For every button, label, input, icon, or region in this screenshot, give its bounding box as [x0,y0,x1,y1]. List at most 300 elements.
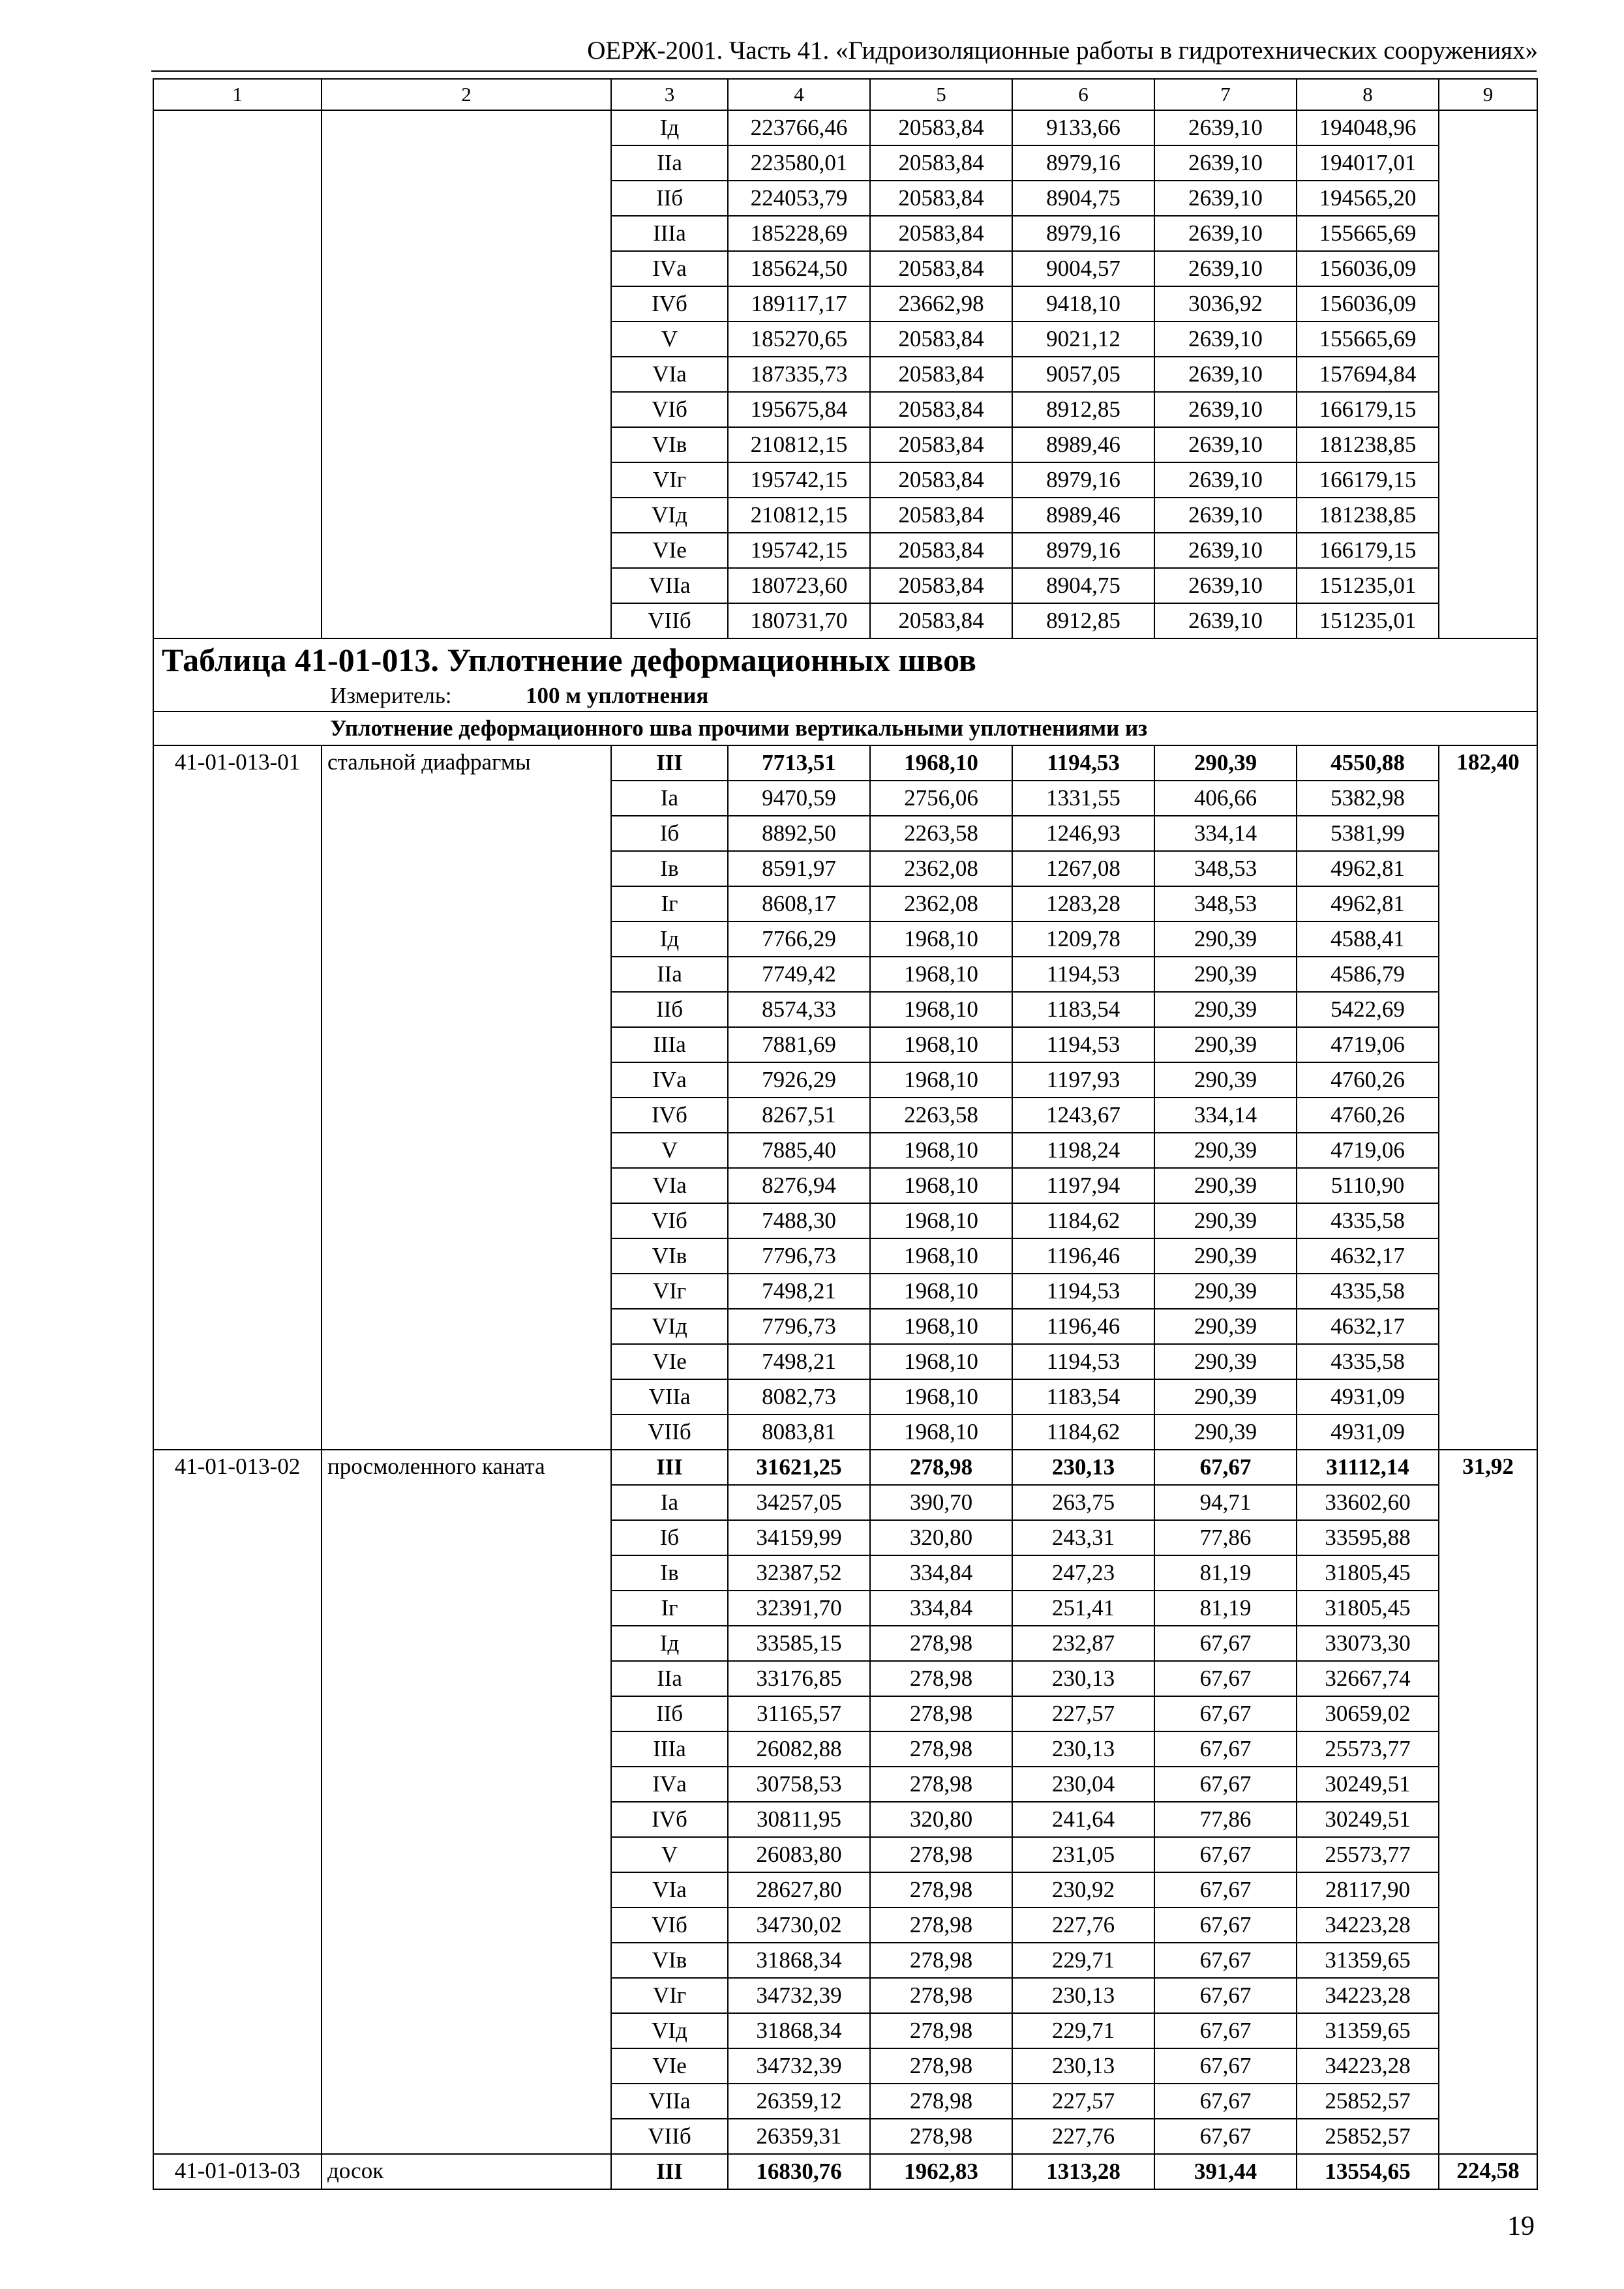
item-name: досок [322,2154,611,2189]
value-cell: 155665,69 [1297,216,1439,251]
region-cell: Iд [611,1626,728,1661]
value-cell: 20583,84 [870,145,1012,181]
column-number-cell: 5 [870,79,1012,110]
item-name: стальной диафрагмы [322,745,611,1450]
value-cell: 229,71 [1012,1943,1154,1978]
region-cell: VIд [611,1309,728,1344]
value-cell: 8083,81 [728,1414,870,1450]
value-cell: 194017,01 [1297,145,1439,181]
region-cell: IVа [611,251,728,286]
value-cell: 1243,67 [1012,1098,1154,1133]
value-cell: 67,67 [1154,1872,1297,1908]
value-cell: 20583,84 [870,216,1012,251]
value-cell: 278,98 [870,2048,1012,2084]
value-cell: 8979,16 [1012,533,1154,568]
value-cell: 4962,81 [1297,851,1439,886]
region-cell: IIб [611,1696,728,1731]
region-cell: IIIа [611,1027,728,1062]
value-cell: 31112,14 [1297,1450,1439,1485]
value-cell: 1198,24 [1012,1133,1154,1168]
value-cell: 4586,79 [1297,957,1439,992]
value-cell: 194565,20 [1297,181,1439,216]
value-cell: 7498,21 [728,1344,870,1379]
extra-cell [1439,110,1537,638]
value-cell: 4335,58 [1297,1344,1439,1379]
value-cell: 2639,10 [1154,533,1297,568]
value-cell: 1968,10 [870,1309,1012,1344]
value-cell: 31868,34 [728,2013,870,2048]
value-cell: 33595,88 [1297,1520,1439,1555]
region-cell: V [611,322,728,357]
value-cell: 26359,31 [728,2119,870,2154]
value-cell: 223766,46 [728,110,870,145]
value-cell: 31165,57 [728,1696,870,1731]
value-cell: 67,67 [1154,1767,1297,1802]
value-cell: 28627,80 [728,1872,870,1908]
value-cell: 33073,30 [1297,1626,1439,1661]
value-cell: 2639,10 [1154,603,1297,638]
value-cell: 185228,69 [728,216,870,251]
value-cell: 195742,15 [728,462,870,498]
value-cell: 1246,93 [1012,816,1154,851]
value-cell: 1184,62 [1012,1203,1154,1238]
value-cell: 1184,62 [1012,1414,1154,1450]
column-number-cell: 6 [1012,79,1154,110]
value-cell: 1968,10 [870,1344,1012,1379]
value-cell: 28117,90 [1297,1872,1439,1908]
region-cell: VIIа [611,1379,728,1414]
value-cell: 8574,33 [728,992,870,1027]
region-cell: Iд [611,921,728,957]
value-cell: 229,71 [1012,2013,1154,2048]
value-cell: 8267,51 [728,1098,870,1133]
value-cell: 30811,95 [728,1802,870,1837]
value-cell: 2362,08 [870,851,1012,886]
region-cell: IVб [611,286,728,322]
value-cell: 5381,99 [1297,816,1439,851]
region-cell: III [611,2154,728,2189]
value-cell: 34223,28 [1297,2048,1439,2084]
value-cell: 2263,58 [870,1098,1012,1133]
value-cell: 34732,39 [728,2048,870,2084]
value-cell: 7881,69 [728,1027,870,1062]
value-cell: 26082,88 [728,1731,870,1767]
value-cell: 1313,28 [1012,2154,1154,2189]
value-cell: 33176,85 [728,1661,870,1696]
value-cell: 278,98 [870,1731,1012,1767]
value-cell: 34730,02 [728,1908,870,1943]
value-cell: 7796,73 [728,1309,870,1344]
value-cell: 20583,84 [870,181,1012,216]
value-cell: 9470,59 [728,781,870,816]
value-cell: 32391,70 [728,1591,870,1626]
value-cell: 278,98 [870,1767,1012,1802]
region-cell: Iг [611,1591,728,1626]
value-cell: 34223,28 [1297,1908,1439,1943]
value-cell: 155665,69 [1297,322,1439,357]
region-cell: Iв [611,851,728,886]
value-cell: 94,71 [1154,1485,1297,1520]
value-cell: 8979,16 [1012,145,1154,181]
value-cell: 67,67 [1154,1661,1297,1696]
value-cell: 1209,78 [1012,921,1154,957]
value-cell: 1194,53 [1012,1274,1154,1309]
value-cell: 4760,26 [1297,1062,1439,1098]
value-cell: 2639,10 [1154,427,1297,462]
value-cell: 195742,15 [728,533,870,568]
item-extra: 31,92 [1439,1450,1537,2154]
value-cell: 151235,01 [1297,603,1439,638]
value-cell: 166179,15 [1297,462,1439,498]
value-cell: 20583,84 [870,462,1012,498]
value-cell: 30758,53 [728,1767,870,1802]
value-cell: 25852,57 [1297,2119,1439,2154]
value-cell: 1194,53 [1012,957,1154,992]
region-cell: VIг [611,1978,728,2013]
value-cell: 9057,05 [1012,357,1154,392]
value-cell: 156036,09 [1297,286,1439,322]
value-cell: 390,70 [870,1485,1012,1520]
value-cell: 1197,93 [1012,1062,1154,1098]
value-cell: 2639,10 [1154,216,1297,251]
value-cell: 223580,01 [728,145,870,181]
item-code: 41-01-013-01 [153,745,322,1450]
region-cell: VIв [611,1943,728,1978]
value-cell: 290,39 [1154,1133,1297,1168]
value-cell: 290,39 [1154,1414,1297,1450]
value-cell: 251,41 [1012,1591,1154,1626]
value-cell: 290,39 [1154,1203,1297,1238]
value-cell: 180723,60 [728,568,870,603]
value-cell: 67,67 [1154,1943,1297,1978]
value-cell: 334,84 [870,1555,1012,1591]
value-cell: 2639,10 [1154,357,1297,392]
value-cell: 20583,84 [870,110,1012,145]
value-cell: 81,19 [1154,1591,1297,1626]
value-cell: 334,14 [1154,1098,1297,1133]
value-cell: 278,98 [870,1908,1012,1943]
value-cell: 4588,41 [1297,921,1439,957]
region-cell: VIв [611,1238,728,1274]
value-cell: 278,98 [870,1978,1012,2013]
region-cell: Iб [611,1520,728,1555]
value-cell: 7766,29 [728,921,870,957]
value-cell: 230,13 [1012,1661,1154,1696]
value-cell: 20583,84 [870,392,1012,427]
value-cell: 278,98 [870,1450,1012,1485]
value-cell: 227,57 [1012,2084,1154,2119]
value-cell: 20583,84 [870,498,1012,533]
value-cell: 67,67 [1154,1837,1297,1872]
value-cell: 8979,16 [1012,462,1154,498]
value-cell: 8276,94 [728,1168,870,1203]
value-cell: 224053,79 [728,181,870,216]
value-cell: 34257,05 [728,1485,870,1520]
value-cell: 20583,84 [870,251,1012,286]
value-cell: 241,64 [1012,1802,1154,1837]
value-cell: 185270,65 [728,322,870,357]
region-cell: IVб [611,1098,728,1133]
item-name: просмоленного каната [322,1450,611,2154]
value-cell: 4719,06 [1297,1027,1439,1062]
region-cell: IIа [611,145,728,181]
region-cell: VIа [611,1872,728,1908]
value-cell: 1968,10 [870,1274,1012,1309]
region-cell: VIг [611,462,728,498]
description-row [153,711,1537,745]
value-cell: 67,67 [1154,1696,1297,1731]
value-cell: 243,31 [1012,1520,1154,1555]
value-cell: 30659,02 [1297,1696,1439,1731]
region-cell: Iв [611,1555,728,1591]
unit-label: Измеритель: [330,683,452,708]
value-cell: 25573,77 [1297,1731,1439,1767]
column-number-cell: 9 [1439,79,1537,110]
value-cell: 1968,10 [870,745,1012,781]
value-cell: 320,80 [870,1802,1012,1837]
column-number-row [153,79,1537,110]
table-title: Таблица 41-01-013. Уплотнение деформационных швов [153,638,1537,681]
value-cell: 278,98 [870,2084,1012,2119]
region-cell: IIа [611,957,728,992]
value-cell: 20583,84 [870,603,1012,638]
value-cell: 1196,46 [1012,1309,1154,1344]
value-cell: 8904,75 [1012,181,1154,216]
table-row [153,2154,1537,2189]
item-code: 41-01-013-03 [153,2154,322,2189]
column-number-cell: 4 [728,79,870,110]
region-cell: Iа [611,1485,728,1520]
value-cell: 2639,10 [1154,498,1297,533]
value-cell: 20583,84 [870,322,1012,357]
rates-table [153,78,1538,2190]
value-cell: 7749,42 [728,957,870,992]
value-cell: 1194,53 [1012,745,1154,781]
value-cell: 8608,17 [728,886,870,921]
unit-row [153,681,1537,711]
table-row [153,1450,1537,1485]
value-cell: 230,13 [1012,1978,1154,2013]
value-cell: 8912,85 [1012,392,1154,427]
value-cell: 187335,73 [728,357,870,392]
page-number: 19 [1507,2211,1535,2241]
value-cell: 227,57 [1012,1696,1154,1731]
value-cell: 5422,69 [1297,992,1439,1027]
value-cell: 8989,46 [1012,427,1154,462]
value-cell: 4760,26 [1297,1098,1439,1133]
value-cell: 8989,46 [1012,498,1154,533]
region-cell: VIд [611,2013,728,2048]
column-number-cell: 3 [611,79,728,110]
value-cell: 9133,66 [1012,110,1154,145]
value-cell: 181238,85 [1297,427,1439,462]
region-cell: IVа [611,1767,728,1802]
value-cell: 166179,15 [1297,533,1439,568]
value-cell: 67,67 [1154,1450,1297,1485]
value-cell: 8912,85 [1012,603,1154,638]
value-cell: 290,39 [1154,1168,1297,1203]
value-cell: 290,39 [1154,745,1297,781]
value-cell: 31805,45 [1297,1591,1439,1626]
region-cell: VIIб [611,1414,728,1450]
value-cell: 20583,84 [870,357,1012,392]
value-cell: 180731,70 [728,603,870,638]
region-cell: VIв [611,427,728,462]
value-cell: 2639,10 [1154,568,1297,603]
value-cell: 290,39 [1154,1309,1297,1344]
value-cell: 34223,28 [1297,1978,1439,2013]
region-cell: VIб [611,1203,728,1238]
value-cell: 30249,51 [1297,1802,1439,1837]
region-cell: VIе [611,1344,728,1379]
value-cell: 2263,58 [870,816,1012,851]
value-cell: 278,98 [870,1696,1012,1731]
value-cell: 9021,12 [1012,322,1154,357]
region-cell: IIIа [611,216,728,251]
value-cell: 4632,17 [1297,1309,1439,1344]
value-cell: 1968,10 [870,1027,1012,1062]
region-cell: VIе [611,533,728,568]
value-cell: 4719,06 [1297,1133,1439,1168]
value-cell: 20583,84 [870,427,1012,462]
value-cell: 31359,65 [1297,2013,1439,2048]
value-cell: 151235,01 [1297,568,1439,603]
value-cell: 210812,15 [728,427,870,462]
region-cell: III [611,1450,728,1485]
region-cell: VIа [611,357,728,392]
value-cell: 348,53 [1154,851,1297,886]
region-cell: Iг [611,886,728,921]
value-cell: 278,98 [870,2013,1012,2048]
value-cell: 1194,53 [1012,1344,1154,1379]
value-cell: 1196,46 [1012,1238,1154,1274]
value-cell: 2639,10 [1154,392,1297,427]
value-cell: 67,67 [1154,1626,1297,1661]
table-description: Уплотнение деформационного шва прочими вертикальными уплотнениями из [153,711,1537,745]
region-cell: V [611,1837,728,1872]
region-cell: VIе [611,2048,728,2084]
value-cell: 4931,09 [1297,1379,1439,1414]
value-cell: 1331,55 [1012,781,1154,816]
value-cell: 1968,10 [870,921,1012,957]
value-cell: 2639,10 [1154,110,1297,145]
value-cell: 67,67 [1154,1908,1297,1943]
value-cell: 32387,52 [728,1555,870,1591]
value-cell: 1194,53 [1012,1027,1154,1062]
value-cell: 4335,58 [1297,1274,1439,1309]
region-cell: IIа [611,1661,728,1696]
value-cell: 278,98 [870,1661,1012,1696]
value-cell: 1968,10 [870,1133,1012,1168]
region-cell: V [611,1133,728,1168]
value-cell: 67,67 [1154,2013,1297,2048]
value-cell: 1968,10 [870,1414,1012,1450]
value-cell: 7498,21 [728,1274,870,1309]
value-cell: 320,80 [870,1520,1012,1555]
region-cell: VIб [611,1908,728,1943]
value-cell: 406,66 [1154,781,1297,816]
value-cell: 1968,10 [870,1238,1012,1274]
value-cell: 32667,74 [1297,1661,1439,1696]
value-cell: 1968,10 [870,957,1012,992]
value-cell: 4550,88 [1297,745,1439,781]
value-cell: 30249,51 [1297,1767,1439,1802]
value-cell: 26359,12 [728,2084,870,2119]
value-cell: 156036,09 [1297,251,1439,286]
region-cell: IVа [611,1062,728,1098]
value-cell: 2756,06 [870,781,1012,816]
value-cell: 33585,15 [728,1626,870,1661]
name-cell [322,110,611,638]
value-cell: 1968,10 [870,1168,1012,1203]
region-cell: VIа [611,1168,728,1203]
value-cell: 334,14 [1154,816,1297,851]
value-cell: 290,39 [1154,1027,1297,1062]
value-cell: 195675,84 [728,392,870,427]
column-number-cell: 8 [1297,79,1439,110]
code-cell [153,110,322,638]
value-cell: 1968,10 [870,992,1012,1027]
value-cell: 290,39 [1154,1344,1297,1379]
value-cell: 67,67 [1154,2048,1297,2084]
region-cell: Iб [611,816,728,851]
table-row [153,745,1537,781]
region-cell: Iа [611,781,728,816]
value-cell: 8904,75 [1012,568,1154,603]
region-cell: III [611,745,728,781]
value-cell: 23662,98 [870,286,1012,322]
value-cell: 290,39 [1154,1274,1297,1309]
value-cell: 81,19 [1154,1555,1297,1591]
table-row [153,110,1537,145]
value-cell: 77,86 [1154,1520,1297,1555]
value-cell: 157694,84 [1297,357,1439,392]
value-cell: 7885,40 [728,1133,870,1168]
value-cell: 278,98 [870,1872,1012,1908]
region-cell: VIб [611,392,728,427]
value-cell: 230,04 [1012,1767,1154,1802]
value-cell: 290,39 [1154,921,1297,957]
value-cell: 67,67 [1154,2084,1297,2119]
value-cell: 8591,97 [728,851,870,886]
region-cell: IIб [611,181,728,216]
value-cell: 194048,96 [1297,110,1439,145]
value-cell: 3036,92 [1154,286,1297,322]
value-cell: 9418,10 [1012,286,1154,322]
value-cell: 210812,15 [728,498,870,533]
value-cell: 7713,51 [728,745,870,781]
value-cell: 230,92 [1012,1872,1154,1908]
region-cell: VIIа [611,568,728,603]
value-cell: 16830,76 [728,2154,870,2189]
value-cell: 232,87 [1012,1626,1154,1661]
value-cell: 391,44 [1154,2154,1297,2189]
region-cell: VIIб [611,2119,728,2154]
value-cell: 33602,60 [1297,1485,1439,1520]
value-cell: 348,53 [1154,886,1297,921]
value-cell: 34732,39 [728,1978,870,2013]
value-cell: 31359,65 [1297,1943,1439,1978]
value-cell: 189117,17 [728,286,870,322]
value-cell: 185624,50 [728,251,870,286]
region-cell: VIд [611,498,728,533]
value-cell: 26083,80 [728,1837,870,1872]
value-cell: 278,98 [870,2119,1012,2154]
value-cell: 8979,16 [1012,216,1154,251]
value-cell: 2639,10 [1154,322,1297,357]
value-cell: 263,75 [1012,1485,1154,1520]
value-cell: 290,39 [1154,1062,1297,1098]
